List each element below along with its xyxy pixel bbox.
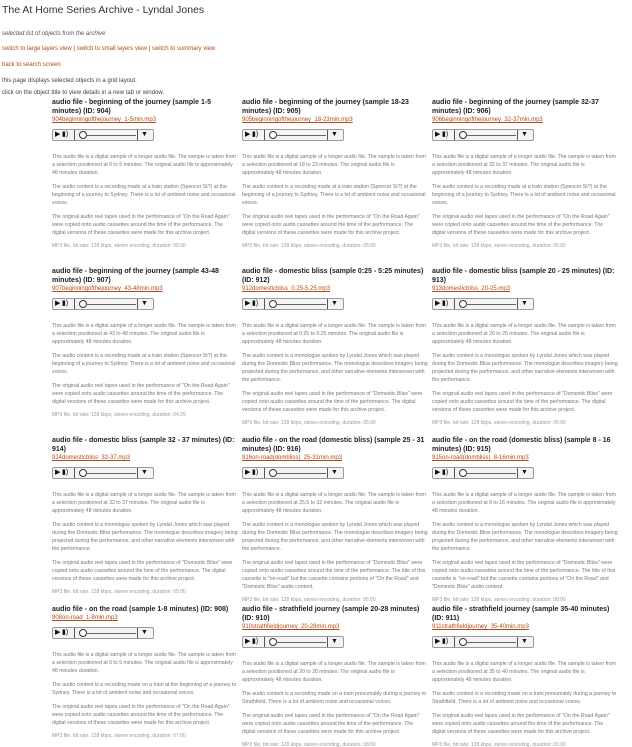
volume-icon[interactable]: ▮) (252, 638, 259, 645)
info-text-grid: this page displays selected objects in a grid layout. (2, 78, 137, 84)
description-origin: The original audio reel tapes used in the performance of "On the Road Again" were copied onto audio cassettes around the time of the performance. The digital versions of these cassettes were made for this archive project. (242, 214, 420, 236)
play-icon[interactable]: ▶ (55, 469, 61, 476)
chevron-down-icon[interactable]: ▼ (141, 131, 148, 138)
description-sample: This audio file is a digital sample of a longer audio file. The sample is taken from a selection positioned at 20 to 28 minutes. The original audio file is approximately 48 minutes duration. (242, 661, 426, 683)
small-layers-link[interactable]: switch to small layers view (76, 46, 147, 52)
object-title[interactable] (432, 98, 618, 116)
description-sample: This audio file is a digital sample of a longer audio file. The sample is taken from a selection positioned at 0:25 to 5:25 minutes. The original audio file is approximately 48 minutes duration. (242, 323, 426, 345)
object-id: (ID: 912) (242, 277, 270, 284)
seek-bar-end (137, 130, 138, 140)
object-id: (ID: 904) (83, 108, 111, 115)
seek-bar-start (454, 299, 455, 309)
description-content: The audio content is a monologue spoken by Lyndal Jones which was played during the Domestic Bliss performance. The monologue describes imagery being projected during the performance, and other narrative elements interwoven with the performance. (432, 522, 618, 552)
seek-track[interactable] (276, 642, 326, 643)
volume-icon[interactable]: ▮) (442, 638, 449, 645)
play-icon[interactable]: ▶ (55, 629, 61, 636)
object-title[interactable] (432, 605, 618, 623)
file-metadata: MP3 file, bit rate: 128 kbps, stereo encoding, duration: 08:00 (432, 597, 566, 603)
archive-object (242, 267, 428, 434)
volume-icon[interactable]: ▮) (442, 469, 449, 476)
file-metadata: MP3 file, bit rate: 128 kbps, stereo encoding, duration: 05:00 (242, 243, 376, 249)
description-origin: The original audio reel tapes used in the performance of "On the Road Again" were copied onto audio cassettes around the time of the performance. The digital versions of these cassettes were made for this archive project. (242, 713, 420, 735)
chevron-down-icon[interactable]: ▼ (331, 469, 338, 476)
description-sample: This audio file is a digital sample of a longer audio file. The sample is taken from a selection positioned at 20 to 25 minutes. The original audio file is approximately 48 minutes duration. (432, 323, 616, 345)
volume-icon[interactable]: ▮) (62, 629, 69, 636)
audio-player[interactable] (432, 298, 534, 310)
object-title-text[interactable]: audio file - domestic bliss (sample 32 - 37 minutes) (52, 437, 221, 444)
chevron-down-icon[interactable]: ▼ (521, 638, 528, 645)
audio-player[interactable] (432, 129, 534, 141)
archive-object (432, 605, 618, 747)
object-id: (ID: 906) (463, 108, 491, 115)
file-metadata: MP3 file, bit rate: 128 kbps, stereo encoding, duration: 05:00 (432, 742, 566, 747)
file-metadata: MP3 file, bit rate: 128 kbps, stereo encoding, duration: 05:00 (52, 589, 186, 595)
object-title-text[interactable]: audio file - domestic bliss (sample 0:25 - 5:25 minutes) (242, 268, 424, 275)
seek-bar-start (264, 130, 265, 140)
description-origin: The original audio reel tapes used in the performance of "On the Road Again" were copied onto audio cassettes around the time of the performance. The digital versions of these cassettes were made for this archive project. (52, 704, 230, 726)
object-title[interactable] (52, 436, 238, 454)
seek-bar-start (264, 299, 265, 309)
back-to-search-link[interactable]: back to search screen (2, 62, 61, 68)
seek-bar-end (327, 130, 328, 140)
description-content: The audio content is a monologue spoken by Lyndal Jones which was played during the Domestic Bliss performance. The monologue describes imagery being projected during the performance, and other narrative elements interwoven with the performance. (242, 522, 428, 552)
object-title[interactable] (242, 267, 428, 285)
seek-bar-end (137, 628, 138, 638)
volume-icon[interactable]: ▮) (62, 300, 69, 307)
file-metadata: MP3 file, bit rate: 128 kbps, stereo encoding, duration: 05:00 (242, 420, 376, 426)
object-title[interactable] (242, 605, 428, 623)
seek-bar-start (74, 130, 75, 140)
audio-player[interactable] (242, 467, 344, 479)
archive-object (52, 98, 238, 265)
seek-track[interactable] (466, 304, 516, 305)
play-icon[interactable]: ▶ (435, 300, 441, 307)
archive-object (242, 436, 428, 603)
audio-player[interactable] (242, 636, 344, 648)
seek-track[interactable] (86, 135, 136, 136)
object-id: (ID: 911) (432, 615, 460, 622)
seek-bar-end (517, 637, 518, 647)
chevron-down-icon[interactable]: ▼ (521, 300, 528, 307)
play-icon[interactable]: ▶ (435, 131, 441, 138)
seek-track[interactable] (86, 633, 136, 634)
volume-icon[interactable]: ▮) (62, 131, 69, 138)
volume-icon[interactable]: ▮) (252, 469, 259, 476)
volume-icon[interactable]: ▮) (252, 300, 259, 307)
object-title-text[interactable]: audio file - beginning of the journey (sample 18-23 minutes) (242, 99, 409, 115)
volume-icon[interactable]: ▮) (442, 300, 449, 307)
object-title[interactable] (242, 436, 428, 454)
description-sample: This audio file is a digital sample of a longer audio file. The sample is taken from a selection positioned at 32 to 37 minutes. The original audio file is approximately 48 minutes duration. (432, 154, 616, 176)
seek-bar-end (517, 130, 518, 140)
play-icon[interactable]: ▶ (435, 638, 441, 645)
play-icon[interactable]: ▶ (245, 638, 251, 645)
chevron-down-icon[interactable]: ▼ (331, 300, 338, 307)
description-sample: This audio file is a digital sample of a longer audio file. The sample is taken from a selection positioned at 35 to 40 minutes. The original audio file is approximately 48 minutes duration. (432, 661, 616, 683)
chevron-down-icon[interactable]: ▼ (521, 131, 528, 138)
object-description (242, 322, 428, 427)
seek-track[interactable] (86, 473, 136, 474)
audio-file-link[interactable]: 911strathfieldjourney_35-40min.mp3 (432, 624, 529, 630)
seek-bar-end (137, 468, 138, 478)
object-description (242, 660, 428, 747)
play-icon[interactable]: ▶ (55, 131, 61, 138)
file-metadata: MP3 file, bit rate: 128 kbps, stereo encoding, duration: 05:00 (432, 420, 566, 426)
description-sample: This audio file is a digital sample of a longer audio file. The sample is taken from a selection positioned at 32 to 37 minutes. The original audio file is approximately 48 minutes duration. (52, 492, 236, 514)
object-id: (ID: 914) (52, 437, 235, 453)
description-sample: This audio file is a digital sample of a longer audio file. The sample is taken from a selection positioned at 43 to 48 minutes. The original audio file is approximately 48 minutes duration. (52, 323, 236, 345)
play-icon[interactable]: ▶ (435, 469, 441, 476)
chevron-down-icon[interactable]: ▼ (331, 638, 338, 645)
audio-player[interactable] (52, 627, 154, 639)
object-description (52, 491, 238, 596)
seek-bar-end (327, 299, 328, 309)
description-origin: The original audio reel tapes used in the performance of "Domestic Bliss" were copied onto audio cassettes around the time of the performance. The digital versions of these cassettes were made for this archive project. (242, 391, 423, 413)
object-title-text[interactable]: audio file - domestic bliss (sample 20 - 25 minutes) (432, 268, 601, 275)
description-content: The audio content is a monologue spoken by Lyndal Jones which was played during the Domestic Bliss performance. The monologue describes imagery being projected during the performance, and other narrative elements interwoven with the performance. (52, 522, 238, 552)
seek-bar-start (74, 299, 75, 309)
description-content: The audio content is a recording made at a train station (Spencer St?) at the beginning of a journey to Sydney. There is a lot of ambient noise and occasional voices. (432, 184, 616, 206)
audio-file-link[interactable]: 912domesticbliss_0.25-5.25.mp3 (242, 286, 331, 292)
description-sample: This audio file is a digital sample of a longer audio file. The sample is taken from a selection positioned at 0 to 5 minutes. The original audio file is approximately 48 minutes duration. (52, 652, 236, 674)
object-title[interactable] (52, 267, 238, 285)
object-description (242, 153, 428, 250)
archive-object (52, 436, 238, 603)
link-separator: | (146, 46, 152, 52)
audio-file-link[interactable]: 914domesticbliss_32-37.mp3 (52, 455, 131, 461)
summary-view-link[interactable]: switch to summary view (151, 46, 216, 52)
description-content: The audio content is a monologue spoken by Lyndal Jones which was played during the Domestic Bliss performance. The monologue describes imagery being projected during the performance, and other narrative elements interwoven with the performance. (242, 353, 428, 383)
page-subtitle: selected list of objects from the archive (2, 31, 106, 37)
seek-bar-end (517, 468, 518, 478)
description-content: The audio content is a recording made at a train station (Spencer St?) at the beginning of a journey to Sydney. There is a lot of ambient noise and occasional voices. (242, 184, 426, 206)
audio-file-link[interactable]: 904beginningofthejourney_1-5min.mp3 (52, 117, 157, 123)
object-id: (ID: 905) (273, 108, 301, 115)
audio-player[interactable] (242, 298, 344, 310)
description-sample: This audio file is a digital sample of a longer audio file. The sample is taken from a selection positioned at 8 to 16 minutes. The original audio file is approximately 48 minutes duration. (432, 492, 616, 514)
large-layers-link[interactable]: switch to large layers view (2, 46, 72, 52)
description-origin: The original audio reel tapes used in the performance of "On the Road Again" were copied onto audio cassettes around the time of the performance. The digital versions of these cassettes were made for this archive project. (432, 713, 610, 735)
audio-file-link[interactable]: 916on-road(dombliss)_25-31min.mp3 (242, 455, 343, 461)
seek-track[interactable] (276, 304, 326, 305)
object-description (52, 153, 238, 250)
audio-player[interactable] (432, 467, 534, 479)
description-sample: This audio file is a digital sample of a longer audio file. The sample is taken from a selection positioned at 18 to 23 minutes. The original audio file is approximately 48 minutes duration. (242, 154, 426, 176)
seek-track[interactable] (86, 304, 136, 305)
description-content: The audio content is a monologue spoken by Lyndal Jones which was played during the Domestic Bliss performance. The monologue describes imagery being projected during the performance, and other narrative elements interwoven with the performance. (432, 353, 618, 383)
audio-file-link[interactable]: 908on-road_1-8min.mp3 (52, 615, 118, 621)
object-title-text[interactable]: audio file - strathfield journey (sample 20-28 minutes) (242, 606, 420, 613)
seek-track[interactable] (276, 473, 326, 474)
seek-track[interactable] (466, 473, 516, 474)
file-metadata: MP3 file, bit rate: 128 kbps, stereo encoding, duration: 05:00 (432, 243, 566, 249)
description-origin: The original audio reel tapes used in the performance of "On the Road Again" were copied onto audio cassettes around the time of the performance. The digital versions of these cassettes were made for this archive project. (52, 383, 230, 405)
chevron-down-icon[interactable]: ▼ (521, 469, 528, 476)
object-description (52, 322, 238, 419)
object-description (432, 491, 618, 603)
play-icon[interactable]: ▶ (245, 300, 251, 307)
view-switch-links (2, 46, 215, 52)
description-origin: The original audio reel tapes used in the performance of "On the Road Again" were copied onto audio cassettes around the time of the performance. The digital versions of these cassettes were made for this archive project. (432, 214, 610, 236)
seek-bar-end (517, 299, 518, 309)
description-sample: This audio file is a digital sample of a longer audio file. The sample is taken from a selection positioned at 25.5 to 32 minutes. The original audio file is approximately 48 minutes duration. (242, 492, 426, 514)
object-id: (ID: 910) (242, 615, 270, 622)
object-description (432, 322, 618, 427)
play-icon[interactable]: ▶ (245, 469, 251, 476)
audio-file-link[interactable]: 915on-road(dombliss)_8-16min.mp3 (432, 455, 529, 461)
description-content: The audio content is a recording made on a train presumably during a journey to Strathfield. There is a lot of ambient noise and occasional voices. (432, 691, 617, 705)
link-separator: | (71, 46, 77, 52)
chevron-down-icon[interactable]: ▼ (141, 300, 148, 307)
object-description (432, 153, 618, 250)
audio-file-link[interactable]: 907beginningofthejourney_43-48min.mp3 (52, 286, 163, 292)
seek-bar-start (454, 468, 455, 478)
description-sample: This audio file is a digital sample of a longer audio file. The sample is taken from a selection positioned at 0 to 5 minutes. The original audio file is approximately 48 minutes duration. (52, 154, 236, 176)
object-description (52, 651, 238, 740)
archive-object (242, 605, 428, 747)
object-id: (ID: 916) (273, 446, 301, 453)
file-metadata: MP3 file, bit rate: 128 kbps, stereo encoding, duration: 06:00 (242, 597, 376, 603)
object-title[interactable] (432, 436, 618, 454)
object-description (432, 660, 618, 747)
audio-player[interactable] (242, 129, 344, 141)
description-origin: The original audio reel tapes used in the performance of "Domestic Bliss" were copied onto audio cassettes around the time of the performance. The title of this cassette is "on-road" but the cassette contains portions of "On the Road" and "Domestic Bliss" audio content. (242, 560, 426, 590)
seek-track[interactable] (466, 135, 516, 136)
object-id: (ID: 907) (83, 277, 111, 284)
audio-player[interactable] (52, 129, 154, 141)
object-title[interactable] (242, 98, 428, 116)
object-title[interactable] (52, 605, 238, 614)
seek-bar-start (454, 130, 455, 140)
object-id: (ID: 915) (463, 446, 491, 453)
object-title-text[interactable]: audio file - beginning of the journey (sample 32-37 minutes) (432, 99, 599, 115)
seek-bar-start (264, 637, 265, 647)
chevron-down-icon[interactable]: ▼ (331, 131, 338, 138)
volume-icon[interactable]: ▮) (252, 131, 259, 138)
object-title-text[interactable]: audio file - on the road (domestic bliss) (sample 8 - 16 minutes) (432, 437, 611, 453)
seek-track[interactable] (276, 135, 326, 136)
archive-object (52, 267, 238, 434)
audio-file-link[interactable]: 906beginningofthejourney_32-37min.mp3 (432, 117, 543, 123)
description-origin: The original audio reel tapes used in the performance of "Domestic Bliss" were copied onto audio cassettes around the time of the performance. The digital versions of these cassettes were made for this archive project. (432, 391, 613, 413)
info-text-click: click on the object title to view details in a new tab or window. (2, 90, 165, 96)
object-title-text[interactable]: audio file - beginning of the journey (sample 43-48 minutes) (52, 268, 219, 284)
play-icon[interactable]: ▶ (55, 300, 61, 307)
object-id: (ID: 908) (200, 606, 229, 613)
object-title-text[interactable]: audio file - on the road (sample 1-8 minutes) (52, 606, 199, 613)
audio-file-link[interactable]: 913domesticbliss_20-25.mp3 (432, 286, 511, 292)
volume-icon[interactable]: ▮) (442, 131, 449, 138)
seek-bar-end (137, 299, 138, 309)
play-icon[interactable]: ▶ (245, 131, 251, 138)
object-description (242, 491, 428, 603)
seek-bar-start (454, 637, 455, 647)
audio-file-link[interactable]: 905beginningofthejourney_18-23min.mp3 (242, 117, 353, 123)
archive-object (432, 267, 618, 434)
object-id: (ID: 913) (432, 268, 615, 284)
archive-object (432, 436, 618, 603)
seek-track[interactable] (466, 642, 516, 643)
audio-file-link[interactable]: 910strathfieldjourney_20-28min.mp3 (242, 624, 340, 630)
description-content: The audio content is a recording made at a train station (Spencer St?) at the beginning of a journey to Sydney. There is a lot of ambient noise and occasional voices. (52, 184, 236, 206)
archive-object (52, 605, 238, 747)
description-origin: The original audio reel tapes used in the performance of "On the Road Again" were copied onto audio cassettes around the time of the performance. The digital versions of these cassettes were made for this archive project. (52, 214, 230, 236)
page-title: The At Home Series Archive - Lyndal Jones (2, 4, 205, 16)
description-content: The audio content is a recording made on a train at the beginning of a journey to Sydney. There is a lot of ambient noise and occasional voices. (52, 682, 237, 696)
description-content: The audio content is a recording made on a train presumably during a journey to Strathfield. There is a lot of ambient noise and occasional voices. (242, 691, 427, 705)
description-content: The audio content is a recording made at a train station (Spencer St?) at the beginning of a journey to Sydney. There is a lot of ambient noise and occasional voices. (52, 353, 236, 375)
audio-player[interactable] (52, 467, 154, 479)
seek-bar-start (74, 468, 75, 478)
audio-player[interactable] (52, 298, 154, 310)
seek-bar-start (74, 628, 75, 638)
object-title-text[interactable]: audio file - on the road (domestic bliss) (sample 25 - 31 minutes) (242, 437, 425, 453)
audio-player[interactable] (432, 636, 534, 648)
file-metadata: MP3 file, bit rate: 128 kbps, stereo encoding, duration: 05:00 (52, 243, 186, 249)
archive-object (242, 98, 428, 265)
file-metadata: MP3 file, bit rate: 128 kbps, stereo encoding, duration: 08:00 (242, 742, 376, 747)
description-origin: The original audio reel tapes used in the performance of "Domestic Bliss" were copied onto audio cassettes around the time of the performance. The title of this cassette is "on-road" but the cassette contains portions of "On the Road" and "Domestic Bliss" audio content. (432, 560, 616, 590)
object-title[interactable] (52, 98, 238, 116)
file-metadata: MP3 file, bit rate: 128 kbps, stereo encoding, duration: 04:25 (52, 412, 186, 418)
seek-bar-start (264, 468, 265, 478)
chevron-down-icon[interactable]: ▼ (141, 629, 148, 636)
archive-object (432, 98, 618, 265)
file-metadata: MP3 file, bit rate: 128 kbps, stereo encoding, duration: 07:00 (52, 733, 186, 739)
seek-bar-end (327, 637, 328, 647)
chevron-down-icon[interactable]: ▼ (141, 469, 148, 476)
object-title-text[interactable]: audio file - strathfield journey (sample 35-40 minutes) (432, 606, 610, 613)
seek-bar-end (327, 468, 328, 478)
volume-icon[interactable]: ▮) (62, 469, 69, 476)
object-title[interactable] (432, 267, 618, 285)
description-origin: The original audio reel tapes used in the performance of "Domestic Bliss" were copied onto audio cassettes around the time of the performance. The digital versions of these cassettes were made for this archive project. (52, 560, 233, 582)
object-title-text[interactable]: audio file - beginning of the journey (sample 1-5 minutes) (52, 99, 212, 115)
